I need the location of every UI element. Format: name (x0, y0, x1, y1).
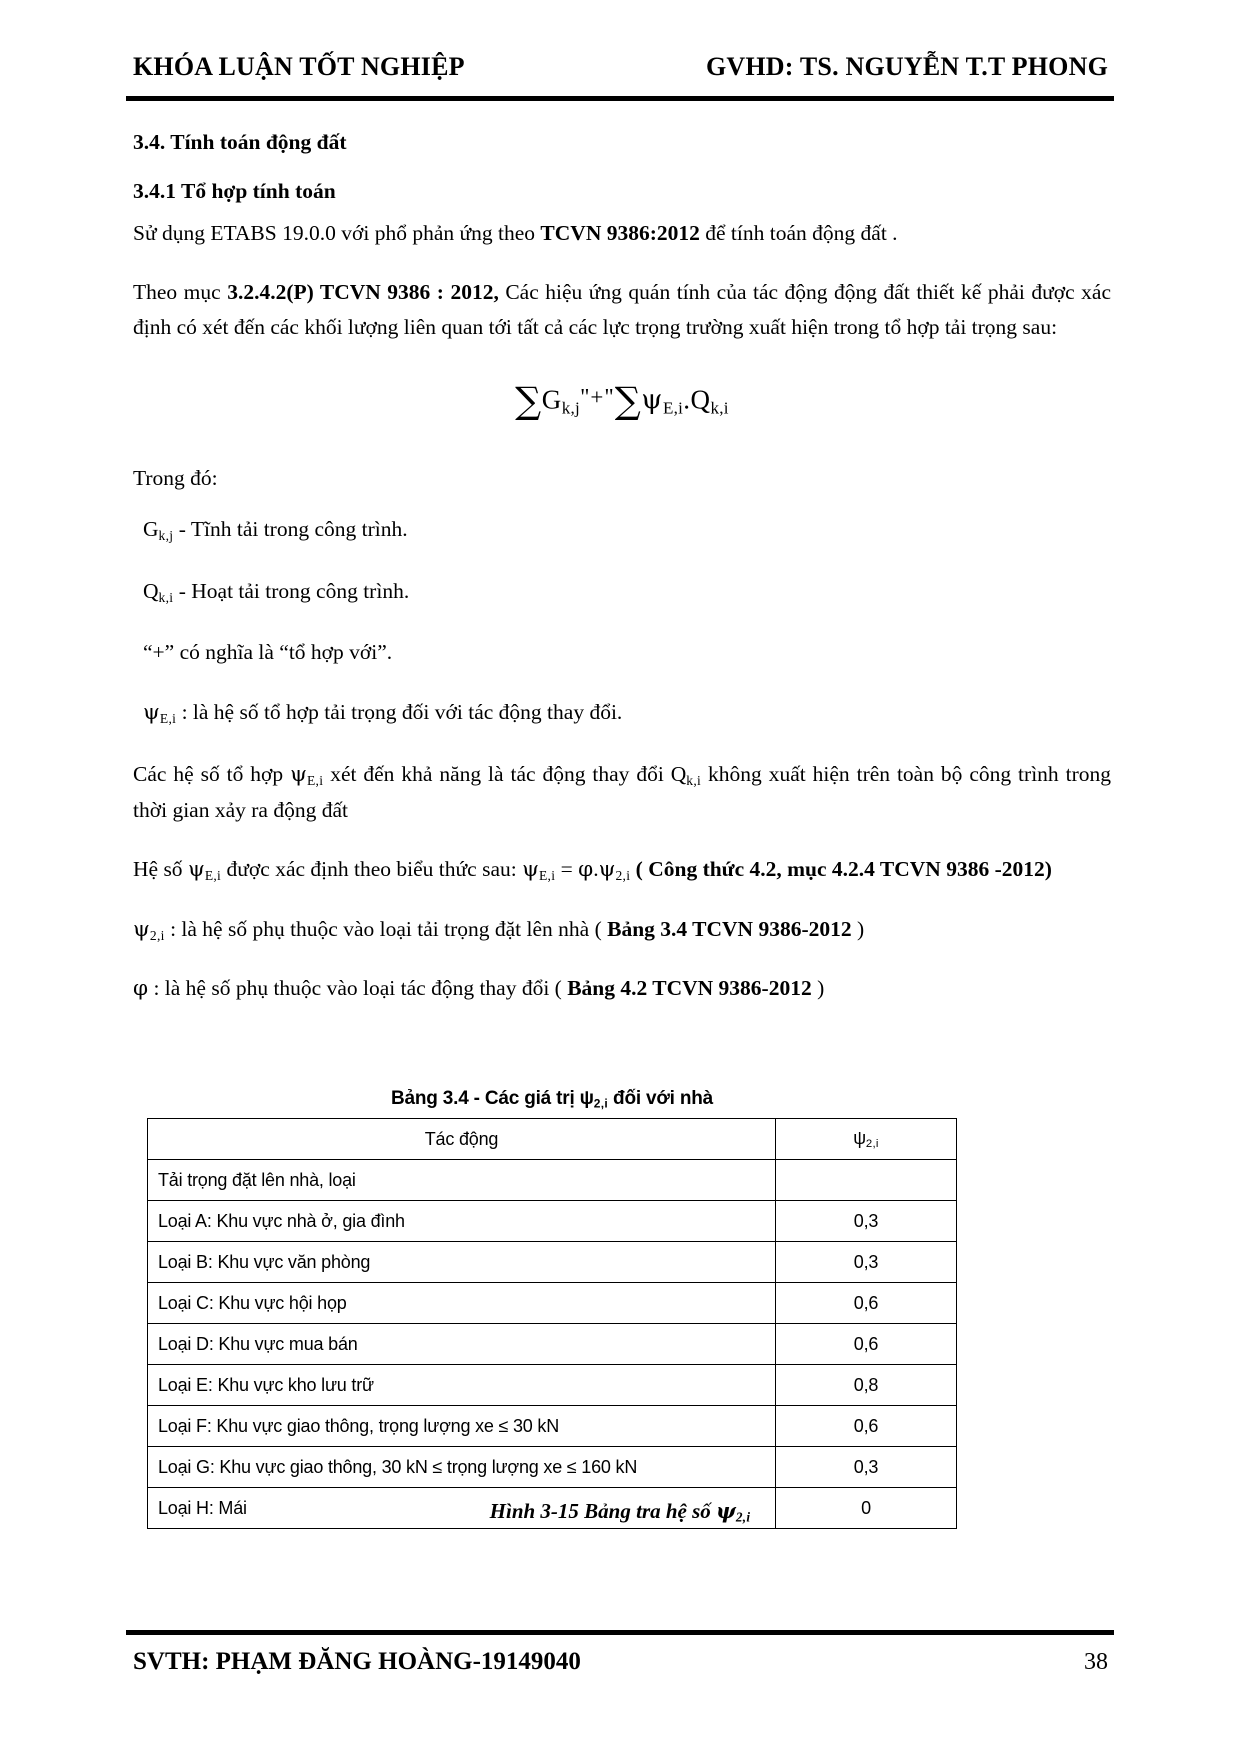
table-cell-action: Loại G: Khu vực giao thông, 30 kN ≤ trọng lượng xe ≤ 160 kN (148, 1447, 776, 1488)
formula-symbol-Q: Q (690, 384, 711, 415)
section-heading-3-4: 3.4. Tính toán động đất (133, 130, 347, 154)
summation-icon-2: ∑ (614, 378, 642, 422)
definition-subscript-Ei: E,i (159, 710, 177, 726)
header-title-right: GVHD: TS. NGUYỄN T.T PHONG (705, 52, 1108, 81)
paragraph-cc-psi: ψ (290, 762, 307, 788)
table-cell-action: Loại D: Khu vực mua bán (148, 1324, 776, 1365)
document-body (133, 128, 1111, 1031)
page-footer (133, 1648, 1108, 1676)
table-caption-post: đối với nhà (607, 1088, 714, 1109)
table-cell-value: 0,6 (776, 1283, 957, 1324)
table-cell-action: Loại A: Khu vực nhà ở, gia đình (148, 1201, 776, 1242)
paragraph-etabs-pre: Sử dụng ETABS 19.0.0 với phổ phản ứng theo (133, 221, 541, 246)
definition-qki-text: - Hoạt tải trong công trình. (173, 578, 410, 603)
paragraph-etabs (133, 216, 1111, 251)
paragraph-p2-reference: Bảng 3.4 TCVN 9386-2012 (607, 916, 852, 941)
figure-caption-psi-sub: 2,i (735, 1509, 751, 1525)
paragraph-pf-psi1: ψ (187, 856, 205, 882)
paragraph-p2-psi: ψ (133, 916, 150, 942)
table-row (148, 1201, 957, 1242)
table-row (148, 1160, 957, 1201)
header-title-left: KHÓA LUẬN TỐT NGHIỆP (133, 52, 465, 81)
definition-gkj (133, 513, 1111, 546)
paragraph-cc-Q: Q (670, 762, 687, 787)
table-cell-action: Loại F: Khu vực giao thông, trọng lượng xe ≤ 30 kN (148, 1406, 776, 1447)
table-header-value-psi: ψ (853, 1128, 866, 1149)
paragraph-cc-Q-sub: k,i (686, 772, 702, 788)
paragraph-pf-psi1-sub: E,i (204, 867, 222, 883)
table-cell-action: Loại H: Mái (148, 1488, 776, 1529)
table-row (148, 1324, 957, 1365)
paragraph-phi-reference: Bảng 4.2 TCVN 9386-2012 (567, 976, 812, 1001)
paragraph-theo-muc-post: Các hiệu ứng quán tính của tác động động đất thiết kế phải được xác định có xét đến các khối lượng liên quan tới tất cả các lực trọng trường xuất hiện trong tổ hợp tải trọng sau: (133, 279, 1111, 339)
paragraph-p2-a: : là hệ số phụ thuộc vào loại tải trọng đặt lên nhà ( (164, 916, 608, 941)
paragraph-theo-muc (133, 275, 1111, 345)
formula-symbol-G: G (541, 384, 562, 415)
paragraph-pf-a: Hệ số (133, 856, 188, 881)
paragraph-combination-coefficients (133, 757, 1111, 828)
paragraph-trong-do: Trong đó: (133, 465, 218, 490)
table-header-row (148, 1119, 957, 1160)
paragraph-pf-psi3: ψ (598, 856, 616, 882)
summation-icon-1: ∑ (515, 378, 542, 422)
paragraph-pf-equals: = (560, 856, 573, 881)
formula-subscript-Ei: E,i (662, 397, 684, 417)
table-header-action: Tác động (148, 1119, 776, 1160)
table-cell-value (776, 1160, 957, 1201)
definition-qki (133, 575, 1111, 608)
psi-values-table (147, 1118, 957, 1529)
page-header (133, 52, 1108, 82)
table-row (148, 1406, 957, 1447)
definition-symbol-Q: Q (143, 578, 159, 603)
definition-psi-ei-text: : là hệ số tổ hợp tải trọng đối với tác động thay đổi. (176, 699, 623, 724)
paragraph-theo-muc-pre: Theo mục (133, 279, 228, 304)
psi-table-block (147, 1088, 957, 1529)
formula-quoted-plus: "+" (580, 384, 615, 410)
paragraph-pf-b: được xác định theo biểu thức sau: (221, 856, 523, 881)
table-cell-value: 0,6 (776, 1324, 957, 1365)
paragraph-etabs-post: để tính toán động đất . (699, 221, 898, 246)
definition-subscript-kj: k,j (158, 528, 174, 544)
definition-psi-ei (133, 696, 1111, 729)
definition-plus-sign: “+” có nghĩa là “tổ hợp với”. (143, 639, 393, 664)
paragraph-pf-dot: . (593, 856, 599, 881)
paragraph-cc-c: không xuất hiện trên toàn bộ công trình trong thời gian xảy ra động đất (133, 762, 1111, 822)
load-combination-formula (133, 378, 1111, 422)
table-row (148, 1242, 957, 1283)
formula-subscript-ki: k,i (710, 397, 729, 417)
paragraph-pf-psi2-sub: E,i (538, 867, 556, 883)
table-cell-action: Tải trọng đặt lên nhà, loại (148, 1160, 776, 1201)
table-cell-value: 0,6 (776, 1406, 957, 1447)
formula-dot: . (683, 384, 691, 415)
footer-student-info: SVTH: PHẠM ĐĂNG HOÀNG-19149040 (133, 1648, 581, 1675)
figure-caption-text: Hình 3-15 Bảng tra hệ số (489, 1499, 717, 1523)
paragraph-cc-b: xét đến khả năng là tác động thay đổi (323, 762, 671, 787)
paragraph-pf-psi2: ψ (522, 856, 539, 882)
paragraph-pf-psi3-sub: 2,i (615, 867, 631, 883)
paragraph-phi-a: : là hệ số phụ thuộc vào loại tác động thay đổi ( (148, 976, 568, 1001)
table-row (148, 1365, 957, 1406)
section-heading-3-4-1: 3.4.1 Tổ hợp tính toán (133, 179, 336, 204)
table-cell-value: 0,3 (776, 1447, 957, 1488)
paragraph-cc-a: Các hệ số tổ hợp (133, 762, 291, 787)
table-caption-psi: ψ (579, 1088, 594, 1109)
table-cell-action: Loại E: Khu vực kho lưu trữ (148, 1365, 776, 1406)
paragraph-p2-b: ) (851, 916, 865, 941)
paragraph-psi-2i (133, 912, 1111, 948)
formula-subscript-kj: k,j (561, 397, 581, 417)
table-cell-action: Loại B: Khu vực văn phòng (148, 1242, 776, 1283)
table-caption (147, 1088, 957, 1110)
table-caption-pre: Bảng 3.4 - Các giá trị (390, 1088, 580, 1109)
definition-symbol-psi: ψ (143, 699, 160, 725)
table-caption-psi-sub: 2,i (593, 1096, 608, 1111)
table-cell-value: 0,3 (776, 1242, 957, 1283)
definition-subscript-ki: k,i (158, 589, 174, 605)
header-divider (126, 96, 1114, 101)
paragraph-cc-psi-sub: E,i (306, 772, 324, 788)
footer-divider (126, 1630, 1114, 1635)
paragraph-phi-b: ) (811, 976, 825, 1001)
paragraph-theo-muc-clause: 3.2.4.2(P) TCVN 9386 : 2012, (227, 279, 499, 304)
table-cell-value: 0,8 (776, 1365, 957, 1406)
table-body (148, 1160, 957, 1529)
table-row (148, 1283, 957, 1324)
paragraph-pf-reference: ( Công thức 4.2, mục 4.2.4 TCVN 9386 -2012) (635, 856, 1052, 881)
page-number: 38 (1084, 1649, 1108, 1675)
table-header-value (776, 1119, 957, 1160)
paragraph-p2-psi-sub: 2,i (149, 927, 165, 943)
definition-gkj-text: - Tĩnh tải trong công trình. (173, 517, 408, 542)
figure-caption (0, 1498, 1240, 1526)
paragraph-etabs-standard: TCVN 9386:2012 (540, 221, 700, 246)
paragraph-phi-symbol: φ (133, 976, 149, 1002)
figure-caption-psi: ψ (716, 1498, 736, 1523)
table-row (148, 1447, 957, 1488)
paragraph-psi-formula (133, 852, 1111, 888)
table-cell-value: 0 (776, 1488, 957, 1529)
table-cell-value: 0,3 (776, 1201, 957, 1242)
paragraph-phi (133, 971, 1111, 1007)
paragraph-pf-phi: φ (578, 856, 594, 882)
formula-symbol-psi: ψ (641, 384, 663, 416)
definition-symbol-G: G (143, 517, 159, 542)
table-cell-action: Loại C: Khu vực hội họp (148, 1283, 776, 1324)
table-header-value-sub: 2,i (865, 1138, 879, 1151)
